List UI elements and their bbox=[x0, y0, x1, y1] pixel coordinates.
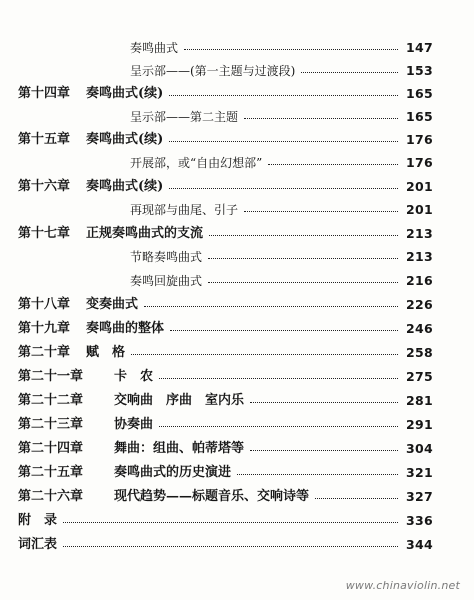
toc-title: 呈示部——第二主题 bbox=[130, 110, 239, 124]
toc-chapter-label: 第十八章 bbox=[18, 297, 71, 312]
toc-chapter-label: 第十六章 bbox=[18, 179, 71, 194]
dot-leader bbox=[208, 282, 398, 283]
toc-title: 再现部与曲尾、引子 bbox=[130, 203, 239, 217]
toc-chapter-label: 附 录 bbox=[18, 513, 58, 528]
toc-page-number: 201 bbox=[406, 202, 433, 217]
dot-leader bbox=[209, 235, 398, 236]
toc-entry bbox=[18, 37, 433, 59]
toc-chapter-label: 第十七章 bbox=[18, 226, 71, 241]
toc-title: 奏鸣曲的整体 bbox=[86, 321, 165, 336]
toc-chapter-label: 第二十三章 bbox=[18, 417, 84, 432]
dot-leader bbox=[169, 188, 398, 189]
toc-entry bbox=[18, 129, 433, 151]
dot-leader bbox=[244, 118, 398, 119]
dot-leader bbox=[63, 522, 398, 523]
toc-page-number: 147 bbox=[406, 40, 433, 55]
toc-title: 呈示部——(第一主题与过渡段) bbox=[130, 64, 296, 78]
toc-chapter-label: 第十五章 bbox=[18, 132, 71, 147]
dot-leader bbox=[250, 402, 398, 403]
dot-leader bbox=[169, 141, 398, 142]
toc-entry bbox=[18, 199, 433, 221]
toc-entry bbox=[18, 60, 433, 82]
toc-page-number: 344 bbox=[406, 537, 433, 552]
toc-page-number: 275 bbox=[406, 369, 433, 384]
toc-chapter-label: 第十九章 bbox=[18, 321, 71, 336]
toc-title: 奏鸣曲式(续) bbox=[86, 86, 164, 101]
toc-title: 交响曲 序曲 室内乐 bbox=[114, 393, 245, 408]
toc-entry bbox=[18, 390, 433, 412]
toc-page-number: 258 bbox=[406, 345, 433, 360]
dot-leader bbox=[301, 72, 398, 73]
toc-entry bbox=[18, 294, 433, 316]
toc-page-number: 165 bbox=[406, 86, 433, 101]
dot-leader bbox=[184, 49, 398, 50]
toc-chapter-label: 词汇表 bbox=[18, 537, 58, 552]
toc-chapter-label: 第二十四章 bbox=[18, 441, 84, 456]
toc-title: 正规奏鸣曲式的支流 bbox=[86, 226, 204, 241]
toc-page-number: 176 bbox=[406, 155, 433, 170]
toc-page-number: 216 bbox=[406, 273, 433, 288]
toc-page-number: 304 bbox=[406, 441, 433, 456]
toc-page-number: 201 bbox=[406, 179, 433, 194]
toc-entry bbox=[18, 486, 433, 508]
toc-chapter-label: 第二十一章 bbox=[18, 369, 84, 384]
toc-title: 奏鸣曲式(续) bbox=[86, 179, 164, 194]
dot-leader bbox=[315, 498, 398, 499]
toc-entry bbox=[18, 223, 433, 245]
dot-leader bbox=[208, 258, 398, 259]
toc-chapter-label: 第二十二章 bbox=[18, 393, 84, 408]
toc-page-number: 246 bbox=[406, 321, 433, 336]
toc-title: 协奏曲 bbox=[114, 417, 154, 432]
toc-title: 奏鸣曲式的历史演进 bbox=[114, 465, 232, 480]
toc-page-number: 321 bbox=[406, 465, 433, 480]
toc-entry bbox=[18, 176, 433, 198]
toc-entry bbox=[18, 462, 433, 484]
toc-entry bbox=[18, 152, 433, 174]
toc-page-number: 336 bbox=[406, 513, 433, 528]
toc-entry bbox=[18, 510, 433, 532]
dot-leader bbox=[159, 378, 398, 379]
toc-entry bbox=[18, 342, 433, 364]
toc-page-number: 213 bbox=[406, 249, 433, 264]
dot-leader bbox=[237, 474, 398, 475]
toc-entry bbox=[18, 270, 433, 292]
toc-entry bbox=[18, 106, 433, 128]
toc-title: 奏鸣曲式 bbox=[130, 41, 179, 55]
dot-leader bbox=[131, 354, 398, 355]
toc-title: 变奏曲式 bbox=[86, 297, 139, 312]
toc-chapter-label: 第二十六章 bbox=[18, 489, 84, 504]
toc-title: 开展部，或“自由幻想部” bbox=[130, 156, 263, 170]
toc-page-number: 213 bbox=[406, 226, 433, 241]
toc-chapter-label: 第二十五章 bbox=[18, 465, 84, 480]
dot-leader bbox=[144, 306, 398, 307]
toc-page-number: 165 bbox=[406, 109, 433, 124]
toc-title: 赋 格 bbox=[86, 345, 126, 360]
dot-leader bbox=[63, 546, 398, 547]
toc-entry bbox=[18, 438, 433, 460]
toc-entry bbox=[18, 414, 433, 436]
toc-page-number: 226 bbox=[406, 297, 433, 312]
toc-page-number: 291 bbox=[406, 417, 433, 432]
toc-page-number: 153 bbox=[406, 63, 433, 78]
toc-title: 舞曲：组曲、帕蒂塔等 bbox=[114, 441, 245, 456]
toc-page-number: 281 bbox=[406, 393, 433, 408]
toc-title: 奏鸣回旋曲式 bbox=[130, 274, 203, 288]
toc-title: 奏鸣曲式(续) bbox=[86, 132, 164, 147]
toc-entry bbox=[18, 366, 433, 388]
toc-title: 卡 农 bbox=[114, 369, 154, 384]
toc-page-number: 327 bbox=[406, 489, 433, 504]
dot-leader bbox=[170, 330, 398, 331]
toc-page-number: 176 bbox=[406, 132, 433, 147]
watermark: www.chinaviolin.net bbox=[345, 579, 460, 592]
dot-leader bbox=[169, 95, 398, 96]
toc-entry bbox=[18, 246, 433, 268]
dot-leader bbox=[244, 211, 398, 212]
dot-leader bbox=[159, 426, 398, 427]
toc-entry bbox=[18, 534, 433, 556]
toc-entry bbox=[18, 83, 433, 105]
toc-title: 现代趋势——标题音乐、交响诗等 bbox=[114, 489, 310, 504]
dot-leader bbox=[250, 450, 398, 451]
toc-chapter-label: 第十四章 bbox=[18, 86, 71, 101]
toc-title: 节略奏鸣曲式 bbox=[130, 250, 203, 264]
toc-chapter-label: 第二十章 bbox=[18, 345, 71, 360]
dot-leader bbox=[268, 164, 398, 165]
toc-entry bbox=[18, 318, 433, 340]
